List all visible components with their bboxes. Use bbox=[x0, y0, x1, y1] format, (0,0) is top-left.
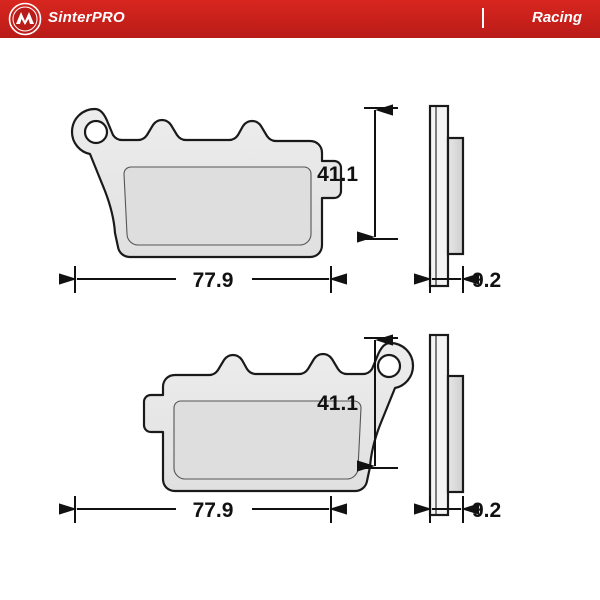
brake-pad-front-view-upper bbox=[72, 109, 341, 257]
dimension-width-upper bbox=[75, 266, 331, 293]
brake-pad-drawing bbox=[0, 38, 600, 600]
brake-pad-side-view-upper bbox=[430, 106, 463, 286]
dimension-height-upper bbox=[317, 108, 398, 239]
brand-name: SinterPRO bbox=[48, 9, 125, 26]
dimension-width-lower-label: 77.9 bbox=[192, 499, 234, 522]
drawing-svg bbox=[0, 38, 600, 600]
header-divider bbox=[482, 8, 484, 28]
dimension-width-upper-label: 77.9 bbox=[192, 269, 234, 292]
sinter-logo-icon bbox=[8, 2, 42, 36]
product-category-label: Racing bbox=[531, 9, 582, 26]
dimension-thickness-lower-label: 9.2 bbox=[472, 499, 502, 522]
dimension-height-upper-label: 41.1 bbox=[317, 163, 358, 186]
dimension-thickness-upper-label: 9.2 bbox=[472, 269, 502, 292]
dimension-width-lower bbox=[75, 496, 331, 523]
dimension-height-lower-label: 41.1 bbox=[317, 392, 358, 415]
brake-pad-side-view-lower bbox=[430, 335, 463, 515]
header-bar bbox=[0, 0, 600, 38]
